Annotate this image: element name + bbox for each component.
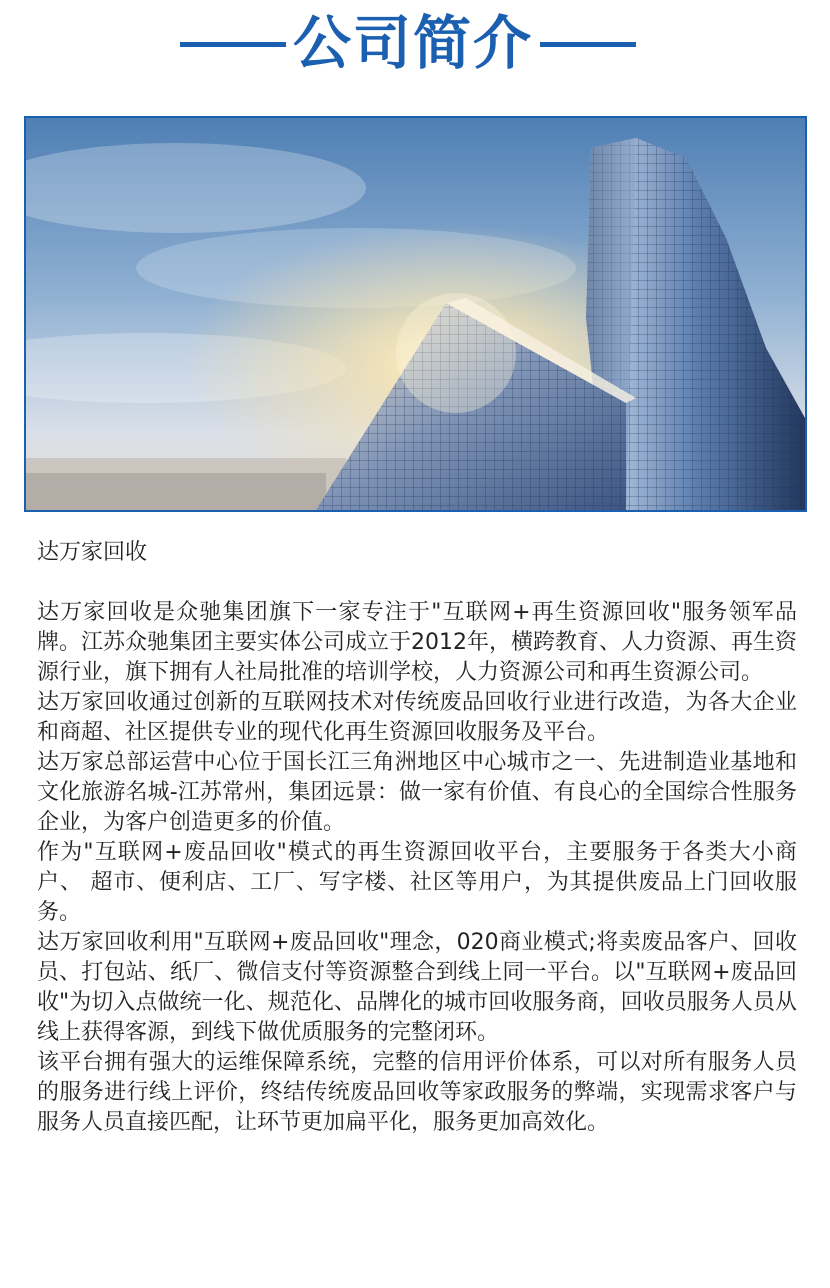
intro-paragraph: 该平台拥有强大的运维保障系统，完整的信用评价体系，可以对所有服务人员的服务进行线上评价，终结传统废品回收等家政服务的弊端，实现需求客户与服务人员直接匹配，让环节更加扁平化，服务更加高效化。 [37,1050,797,1135]
hero-image [24,116,807,512]
header-rule-left [180,42,286,47]
intro-paragraph: 达万家回收利用"互联网+废品回收"理念，020商业模式;将卖废品客户、回收员、打包站、纸厂、微信支付等资源整合到线上同一平台。以"互联网+废品回收"为切入点做统一化、规范化、品牌化的城市回收服务商，回收员服务人员从线上获得客源，到线下做优质服务的完整闭环。 [37,930,797,1045]
company-intro [37,538,797,1138]
intro-paragraph: 达万家回收通过创新的互联网技术对传统废品回收行业进行改造，为各大企业和商超、社区提供专业的现代化再生资源回收服务及平台。 [37,690,797,745]
intro-paragraph: 作为"互联网+废品回收"模式的再生资源回收平台，主要服务于各类大小商户、 超市、便利店、工厂、写字楼、社区等用户，为其提供废品上门回收服务。 [37,840,797,925]
section-header [0,0,830,90]
intro-paragraph: 达万家总部运营中心位于国长江三角洲地区中心城市之一、先进制造业基地和文化旅游名城-江苏常州，集团远景：做一家有价值、有良心的全国综合性服务企业，为客户创造更多的价值。 [37,750,797,835]
brand-name: 达万家回收 [37,540,148,565]
header-rule-right [540,42,636,47]
intro-paragraph: 达万家回收是众驰集团旗下一家专注于"互联网+再生资源回收"服务领军品牌。江苏众驰集团主要实体公司成立于2012年，横跨教育、人力资源、再生资源行业，旗下拥有人社局批准的培训学校，人力资源公司和再生资源公司。 [37,600,797,685]
skyscraper-photo-icon [26,118,805,510]
page-title: 公司简介 [292,9,533,77]
